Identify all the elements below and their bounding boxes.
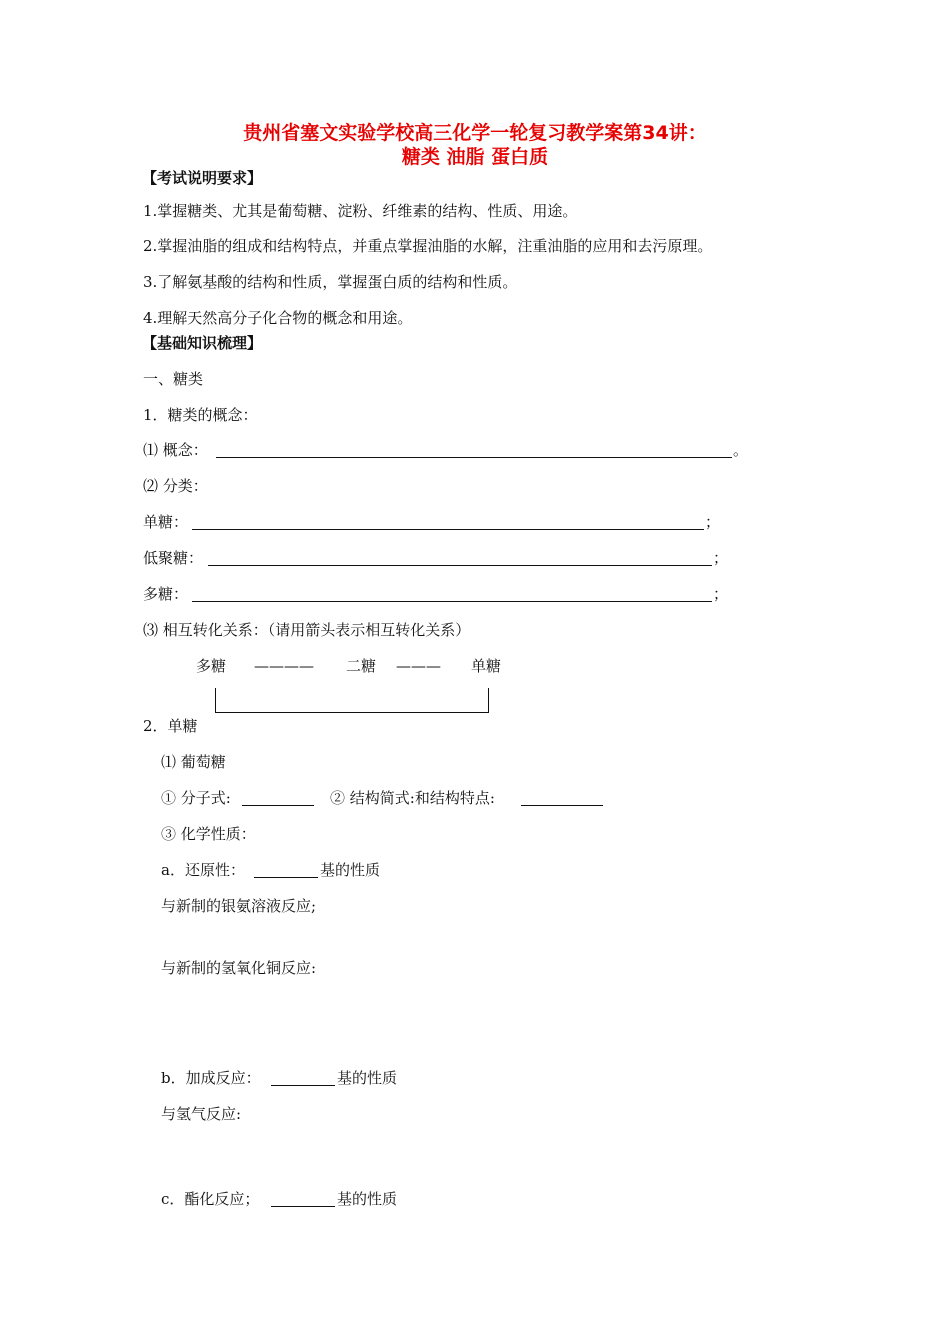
section-heading: 2．单糖: [143, 717, 198, 735]
esterification-blank[interactable]: [271, 1206, 335, 1207]
monosaccharide-blank[interactable]: [192, 529, 704, 530]
reducibility-blank[interactable]: [254, 877, 318, 878]
semicolon: ；: [713, 585, 729, 603]
oligosaccharide-label: 低聚糖：: [143, 549, 204, 567]
diagram-disaccharide: 二糖: [346, 657, 377, 675]
page-title: 贵州省塞文实验学校高三化学一轮复习教学案第34讲：: [243, 122, 707, 144]
semicolon: ；: [705, 513, 721, 531]
oligosaccharide-blank[interactable]: [208, 565, 712, 566]
addition-blank[interactable]: [271, 1085, 335, 1086]
diagram-monosaccharide: 单糖: [471, 657, 502, 675]
diagram-dash: ————: [254, 657, 314, 675]
relation-label: ⑶ 相互转化关系：（请用箭头表示相互转化关系）: [143, 621, 471, 639]
concept-label: ⑴ 概念：: [143, 441, 208, 459]
esterification-label: c．酯化反应；: [161, 1190, 260, 1208]
diagram-dash: ———: [396, 657, 441, 675]
classify-label: ⑵ 分类：: [143, 477, 208, 495]
semicolon: ；: [713, 549, 729, 567]
hydrogen-reaction: 与氢气反应:: [161, 1105, 242, 1123]
structure-label: ② 结构简式:和结构特点:: [330, 789, 495, 807]
addition-label: b．加成反应：: [161, 1069, 261, 1087]
page-subtitle: 糖类 油脂 蛋白质: [401, 146, 549, 168]
part-heading: 一、糖类: [143, 370, 204, 388]
copper-hydroxide-reaction: 与新制的氢氧化铜反应:: [161, 959, 317, 977]
requirement-item: 2.掌握油脂的组成和结构特点，并重点掌握油脂的水解，注重油脂的应用和去污原理。: [143, 237, 713, 255]
glucose-heading: ⑴ 葡萄糖: [161, 753, 226, 771]
reducibility-label: a．还原性：: [161, 861, 245, 879]
structure-blank[interactable]: [521, 805, 603, 806]
requirement-item: 3.了解氨基酸的结构和性质，掌握蛋白质的结构和性质。: [143, 273, 518, 291]
polysaccharide-label: 多糖：: [143, 585, 189, 603]
monosaccharide-label: 单糖：: [143, 513, 189, 531]
section-heading: 1．糖类的概念：: [143, 406, 258, 424]
silver-ammonia-reaction: 与新制的银氨溶液反应;: [161, 897, 317, 915]
concept-end: 。: [733, 441, 749, 459]
formula-label: ① 分子式:: [161, 789, 231, 807]
chemical-properties-label: ③ 化学性质：: [161, 825, 256, 843]
requirement-item: 1.掌握糖类、尤其是葡萄糖、淀粉、纤维素的结构、性质、用途。: [143, 202, 578, 220]
formula-blank[interactable]: [242, 805, 314, 806]
addition-suffix: 基的性质: [337, 1069, 398, 1087]
diagram-bracket: [215, 688, 489, 713]
esterification-suffix: 基的性质: [337, 1190, 398, 1208]
basics-heading: 【基础知识梳理】: [142, 334, 263, 352]
diagram-polysaccharide: 多糖: [196, 657, 227, 675]
concept-blank[interactable]: [216, 457, 732, 458]
polysaccharide-blank[interactable]: [192, 601, 712, 602]
requirement-item: 4.理解天然高分子化合物的概念和用途。: [143, 309, 413, 327]
exam-requirements-heading: 【考试说明要求】: [142, 169, 263, 187]
reducibility-suffix: 基的性质: [320, 861, 381, 879]
